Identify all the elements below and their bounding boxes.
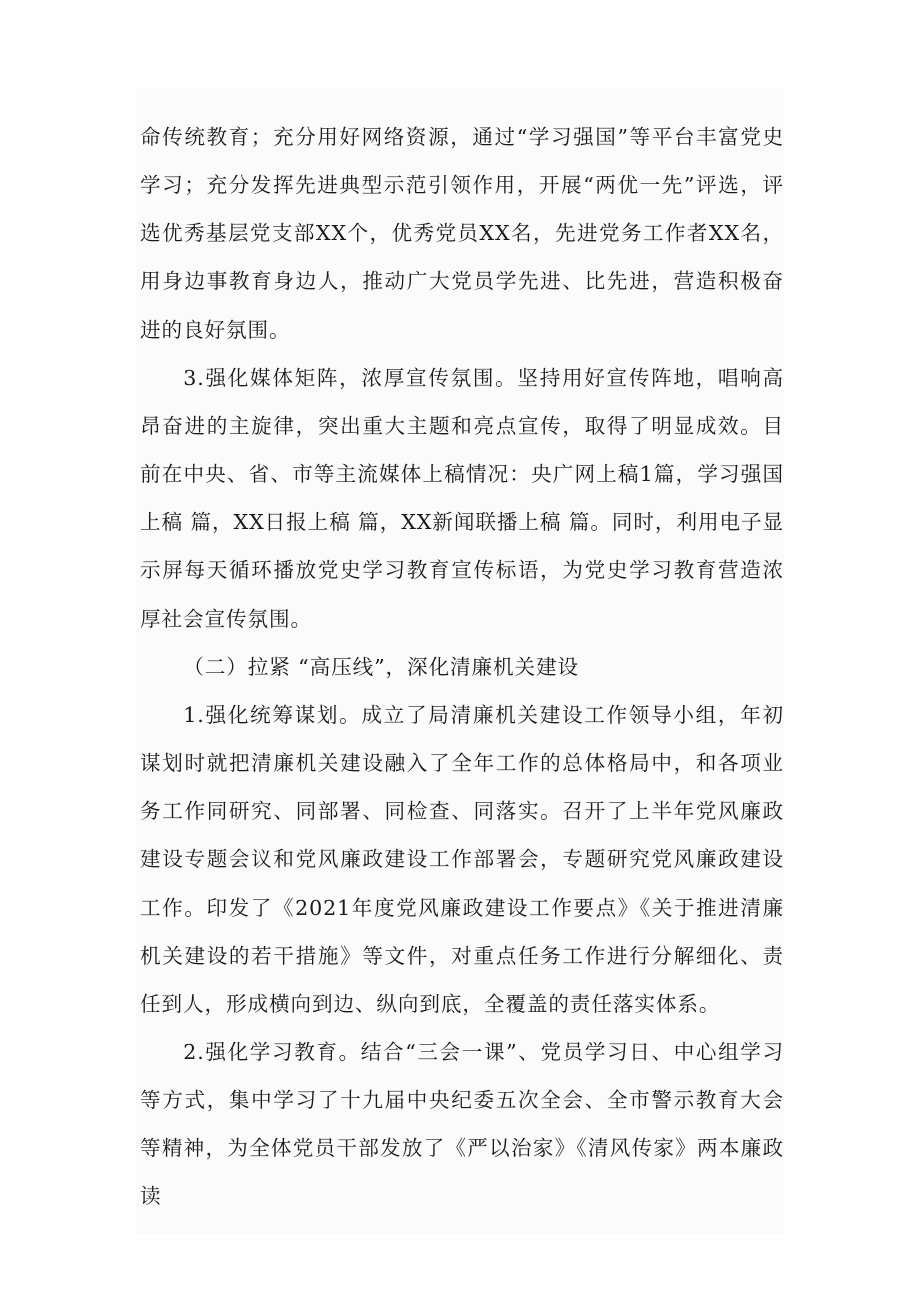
- paragraph-overall-planning: 1.强化统筹谋划。成立了局清廉机关建设工作领导小组，年初谋划时就把清廉机关建设融入了全年工作的总体格局中，和各项业务工作同研究、同部署、同检查、同落实。召开了上半年党风廉政建设专题会议和党风廉政建设工作部署会，专题研究党风廉政建设工作。印发了《2021年度党风廉政建设工作要点》《关于推进清廉机关建设的若干措施》等文件，对重点任务工作进行分解细化、责任到人，形成横向到边、纵向到底，全覆盖的责任落实体系。: [140, 702, 784, 1016]
- paragraph-media-matrix: 3.强化媒体矩阵，浓厚宣传氛围。坚持用好宣传阵地，唱响高昂奋进的主旋律，突出重大主题和亮点宣传，取得了明显成效。目前在中央、省、市等主流媒体上稿情况：央广网上稿1篇，学习强国上稿 篇，XX日报上稿 篇，XX新闻联播上稿 篇。同时，利用电子显示屏每天循环播放党史学习教育宣传标语，为党史学习教育营造浓厚社会宣传氛围。: [140, 365, 784, 631]
- paragraph-learning-education: 2.强化学习教育。结合“三会一课”、党员学习日、中心组学习等方式，集中学习了十九届中央纪委五次全会、全市警示教育大会等精神，为全体党员干部发放了《严以治家》《清风传家》两本廉政读: [140, 1039, 784, 1209]
- paragraph-party-history-study: 命传统教育；充分用好网络资源，通过“学习强国”等平台丰富党史学习；充分发挥先进典型示范引领作用，开展“两优一先”评选，评选优秀基层党支部XX个，优秀党员XX名，先进党务工作者XX名，用身边事教育身边人，推动广大党员学先进、比先进，营造积极奋进的良好氛围。: [140, 125, 784, 342]
- section-heading-clean-government: （二）拉紧 “高压线”，深化清廉机关建设: [183, 654, 579, 679]
- document-body: [140, 113, 784, 1221]
